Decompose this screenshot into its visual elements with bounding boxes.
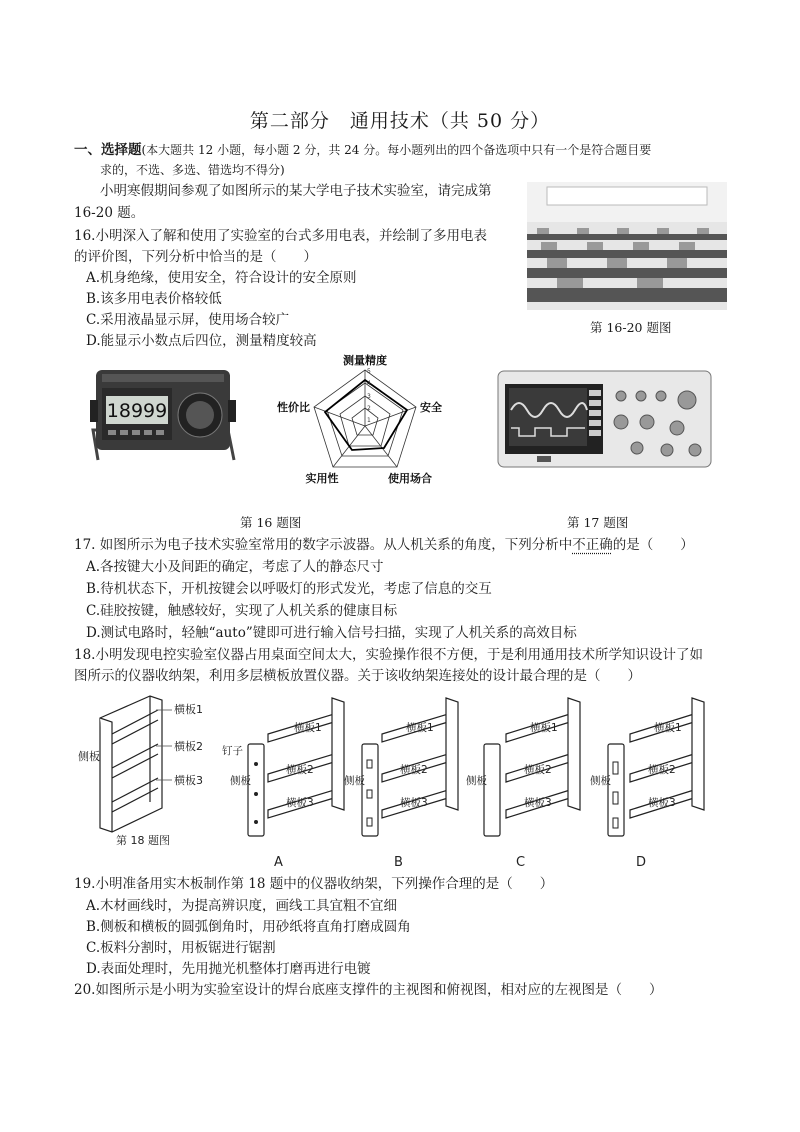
q16-option-d: D.能显示小数点后四位，测量精度较高: [86, 333, 317, 349]
qd-board1: 横板1: [654, 722, 682, 734]
q18-board1-label: 横板1: [174, 703, 203, 716]
q16-caption: 第 16 题图: [240, 515, 302, 530]
q17-stem-post: 的是（ ）: [612, 537, 694, 553]
q16-option-c: C.采用液晶显示屏，使用场合较广: [86, 312, 290, 328]
q18-stem-2: 图所示的仪器收纳架，利用多层横板放置仪器。关于该收纳架连接处的设计最合理的是（ ）: [74, 668, 641, 684]
qc-board3: 横板3: [524, 797, 552, 809]
choice-d: D: [636, 855, 647, 870]
q17-option-d: D.测试电路时，轻触“auto”键即可进行输入信号扫描，实现了人机关系的高效目标: [86, 625, 577, 641]
q16-option-a: A.机身绝缘，使用安全，符合设计的安全原则: [86, 270, 357, 286]
q17-option-b: B.待机状态下，开机按键会以呼吸灯的形式发光，考虑了信息的交互: [86, 581, 492, 597]
choice-b: B: [394, 855, 403, 870]
qb-board1: 横板1: [406, 722, 434, 734]
radar-tick-1: 1: [367, 417, 371, 424]
qc-board1: 横板1: [530, 722, 558, 734]
qa-side: 侧板: [230, 775, 251, 787]
q17-stem-pre: 17. 如图所示为电子技术实验室常用的数字示波器。从人机关系的角度，下列分析中: [74, 537, 573, 553]
qa-board2: 横板2: [286, 764, 314, 776]
q18-side-label: 侧板: [78, 750, 100, 763]
intro-line-2: 16-20 题。: [74, 205, 145, 221]
q18-figures: [70, 688, 730, 876]
q17-stem: [74, 535, 694, 555]
q18-fig-caption: 第 18 题图: [116, 834, 170, 847]
q19-option-b: B.侧板和横板的圆弧倒角时，用砂纸将直角打磨成圆角: [86, 919, 411, 935]
radar-axis-practical: 实用性: [305, 472, 339, 485]
radar-tick-4: 4: [367, 380, 371, 387]
q19-option-c: C.板料分割时，用板锯进行锯割: [86, 940, 276, 956]
intro-line-1: 小明寒假期间参观了如图所示的某大学电子技术实验室，请完成第: [100, 183, 492, 199]
q16-stem-2: 的评价图，下列分析中恰当的是（ ）: [74, 249, 317, 265]
q16-stem-1: 16.小明深入了解和使用了实验室的台式多用电表，并绘制了多用电表: [74, 228, 487, 244]
qa-nail: 钉子: [222, 745, 243, 757]
section-heading: [74, 140, 651, 160]
q17-option-c: C.硅胶按键，触感较好，实现了人机关系的健康目标: [86, 603, 398, 619]
oscilloscope-image: [497, 370, 712, 470]
q17-stem-emphasis: 不正确: [572, 537, 613, 553]
lab-photo: [527, 182, 727, 310]
q17-caption: 第 17 题图: [567, 515, 629, 530]
qc-side: 侧板: [466, 775, 487, 787]
section-note-1: (本大题共 12 小题，每小题 2 分，共 24 分。每小题列出的四个备选项中只有一个是符合题目要: [141, 143, 652, 157]
q18-stem-1: 18.小明发现电控实验室仪器占用桌面空间太大，实验操作很不方便，于是利用通用技术所学知识设计了如: [74, 647, 703, 663]
q16-option-b: B.该多用电表价格较低: [86, 291, 222, 307]
qd-side: 侧板: [590, 775, 611, 787]
q17-option-a: A.各按键大小及间距的确定，考虑了人的静态尺寸: [86, 559, 384, 575]
qa-board3: 横板3: [286, 797, 314, 809]
section-note-2: 求的，不选、多选、错选均不得分): [100, 163, 285, 177]
choice-c: C: [516, 855, 526, 870]
qb-side: 侧板: [344, 775, 365, 787]
choice-a: A: [274, 855, 283, 870]
section-label: 一、选择题: [74, 142, 142, 158]
radar-axis-precision: 测量精度: [343, 354, 387, 367]
radar-tick-2: 2: [367, 405, 371, 412]
radar-tick-3: 3: [367, 393, 371, 400]
qb-board3: 横板3: [400, 797, 428, 809]
radar-chart: [270, 352, 460, 492]
q19-stem: 19.小明准备用实木板制作第 18 题中的仪器收纳架，下列操作合理的是（ ）: [74, 876, 554, 892]
q18-board3-label: 横板3: [174, 774, 203, 787]
radar-axis-scope: 使用场合: [388, 472, 432, 485]
lab-photo-caption: 第 16-20 题图: [590, 320, 672, 335]
radar-tick-5: 5: [367, 368, 371, 375]
page-title: 第二部分 通用技术（共 50 分）: [249, 110, 551, 132]
qa-board1: 横板1: [294, 722, 322, 734]
qb-board2: 横板2: [400, 764, 428, 776]
qd-board2: 横板2: [648, 764, 676, 776]
q18-board2-label: 横板2: [174, 740, 203, 753]
radar-axis-value: 性价比: [277, 401, 310, 414]
q20-stem: 20.如图所示是小明为实验室设计的焊台底座支撑件的主视图和俯视图，相对应的左视图是（ ）: [74, 982, 663, 998]
q19-option-d: D.表面处理时，先用抛光机整体打磨再进行电镀: [86, 961, 371, 977]
qd-board3: 横板3: [648, 797, 676, 809]
multimeter-image: [88, 360, 238, 480]
meter-display: 18999: [106, 400, 168, 422]
qc-board2: 横板2: [524, 764, 552, 776]
radar-axis-safety: 安全: [420, 401, 442, 414]
q19-option-a: A.木材画线时，为提高辨识度，画线工具宜粗不宜细: [86, 898, 398, 914]
